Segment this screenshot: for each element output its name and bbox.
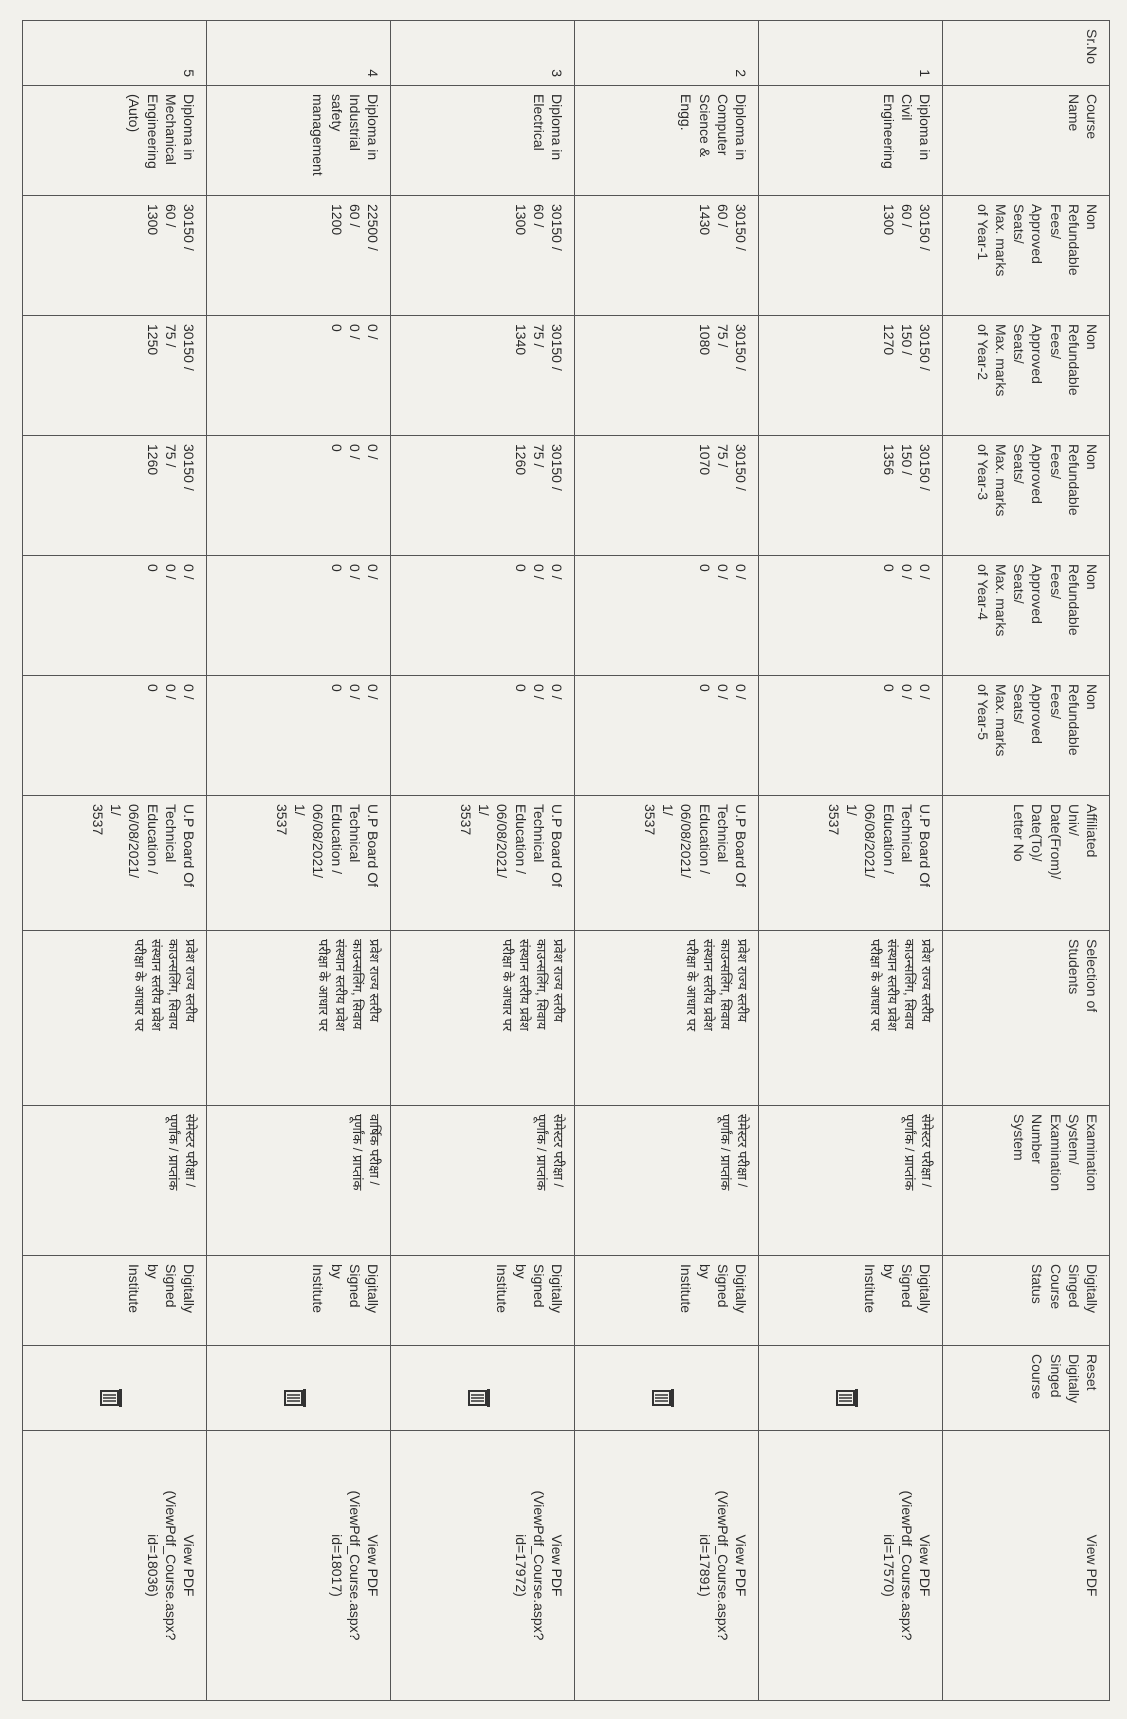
examination-cell: सेमेस्टर परीक्षा / पूर्णांक / प्राप्तांक — [391, 1106, 575, 1256]
selection-cell: प्रवेश राज्य स्तरीय काउन्सलिंग, सिवाय संस्थान स्तरीय प्रवेश परीक्षा के आधार पर — [575, 931, 759, 1106]
year-1-cell: 30150 / 60 / 1300 — [759, 196, 943, 316]
view-pdf-link[interactable]: View PDF (ViewPdf_Course.aspx? id=18036) — [23, 1431, 207, 1701]
header-row — [943, 21, 1110, 1701]
header-year-3: Non Refundable Fees/ Approved Seats/ Max. marks of Year-3 — [943, 436, 1110, 556]
view-pdf-link[interactable]: View PDF (ViewPdf_Course.aspx? id=17972) — [391, 1431, 575, 1701]
signed-status-cell: Digitally Signed by Institute — [759, 1256, 943, 1346]
reset-cell — [759, 1346, 943, 1431]
rotated-table-wrapper — [22, 20, 1110, 1700]
selection-cell: प्रवेश राज्य स्तरीय काउन्सलिंग, सिवाय संस्थान स्तरीय प्रवेश परीक्षा के आधार पर — [207, 931, 391, 1106]
year-4-cell: 0 / 0 / 0 — [391, 556, 575, 676]
course-name-cell: Diploma in Computer Science & Engg. — [575, 86, 759, 196]
sr-no-cell: 1 — [759, 21, 943, 86]
signed-status-cell: Digitally Signed by Institute — [23, 1256, 207, 1346]
year-2-cell: 30150 / 75 / 1340 — [391, 316, 575, 436]
header-selection: Selection of Students — [943, 931, 1110, 1106]
sr-no-cell: 3 — [391, 21, 575, 86]
trash-icon[interactable] — [118, 1388, 142, 1408]
table-row — [759, 21, 943, 1701]
year-5-cell: 0 / 0 / 0 — [391, 676, 575, 796]
year-3-cell: 30150 / 75 / 1260 — [23, 436, 207, 556]
table-row — [23, 21, 207, 1701]
year-1-cell: 22500 / 60 / 1200 — [207, 196, 391, 316]
affiliated-cell: U.P Board Of Technical Education / 06/08/2021/ 1/ 3537 — [207, 796, 391, 931]
course-name-cell: Diploma in Electrical — [391, 86, 575, 196]
sr-no-cell: 4 — [207, 21, 391, 86]
selection-cell: प्रवेश राज्य स्तरीय काउन्सलिंग, सिवाय संस्थान स्तरीय प्रवेश परीक्षा के आधार पर — [759, 931, 943, 1106]
signed-status-cell: Digitally Signed by Institute — [207, 1256, 391, 1346]
course-name-cell: Diploma in Civil Engineering — [759, 86, 943, 196]
examination-cell: सेमेस्टर परीक्षा / पूर्णांक / प्राप्तांक — [575, 1106, 759, 1256]
year-4-cell: 0 / 0 / 0 — [207, 556, 391, 676]
view-pdf-link[interactable]: View PDF (ViewPdf_Course.aspx? id=17570) — [759, 1431, 943, 1701]
year-3-cell: 30150 / 150 / 1356 — [759, 436, 943, 556]
course-table — [22, 20, 1110, 1701]
year-4-cell: 0 / 0 / 0 — [575, 556, 759, 676]
year-1-cell: 30150 / 60 / 1430 — [575, 196, 759, 316]
header-examination: Examination System/ Examination Number System — [943, 1106, 1110, 1256]
course-name-cell: Diploma in Mechanical Engineering (Auto) — [23, 86, 207, 196]
year-5-cell: 0 / 0 / 0 — [759, 676, 943, 796]
header-view-pdf: View PDF — [943, 1431, 1110, 1701]
header-course-name: Course Name — [943, 86, 1110, 196]
year-3-cell: 30150 / 75 / 1070 — [575, 436, 759, 556]
examination-cell: सेमेस्टर परीक्षा / पूर्णांक / प्राप्तांक — [23, 1106, 207, 1256]
view-pdf-link[interactable]: View PDF (ViewPdf_Course.aspx? id=18017) — [207, 1431, 391, 1701]
course-name-cell: Diploma in Industrial safety management — [207, 86, 391, 196]
year-5-cell: 0 / 0 / 0 — [23, 676, 207, 796]
year-5-cell: 0 / 0 / 0 — [575, 676, 759, 796]
selection-cell: प्रवेश राज्य स्तरीय काउन्सलिंग, सिवाय संस्थान स्तरीय प्रवेश परीक्षा के आधार पर — [23, 931, 207, 1106]
trash-icon[interactable] — [302, 1388, 326, 1408]
header-year-5: Non Refundable Fees/ Approved Seats/ Max. marks of Year-5 — [943, 676, 1110, 796]
year-3-cell: 30150 / 75 / 1260 — [391, 436, 575, 556]
year-2-cell: 30150 / 75 / 1250 — [23, 316, 207, 436]
year-1-cell: 30150 / 60 / 1300 — [23, 196, 207, 316]
table-row — [391, 21, 575, 1701]
header-signed-status: Digitally Singed Course Status — [943, 1256, 1110, 1346]
examination-cell: वार्षिक परीक्षा / पूर्णांक / प्राप्तांक — [207, 1106, 391, 1256]
table-row — [207, 21, 391, 1701]
header-affiliated: Affiliated Univ/ Date(From)/ Date(To)/ Letter No — [943, 796, 1110, 931]
year-4-cell: 0 / 0 / 0 — [759, 556, 943, 676]
year-2-cell: 0 / 0 / 0 — [207, 316, 391, 436]
reset-cell — [575, 1346, 759, 1431]
sr-no-cell: 5 — [23, 21, 207, 86]
header-year-2: Non Refundable Fees/ Approved Seats/ Max. marks of Year-2 — [943, 316, 1110, 436]
year-2-cell: 30150 / 75 / 1080 — [575, 316, 759, 436]
table-row — [575, 21, 759, 1701]
header-sr-no: Sr.No — [943, 21, 1110, 86]
year-2-cell: 30150 / 150 / 1270 — [759, 316, 943, 436]
reset-cell — [23, 1346, 207, 1431]
examination-cell: सेमेस्टर परीक्षा / पूर्णांक / प्राप्तांक — [759, 1106, 943, 1256]
year-5-cell: 0 / 0 / 0 — [207, 676, 391, 796]
header-year-1: Non Refundable Fees/ Approved Seats/ Max. marks of Year-1 — [943, 196, 1110, 316]
selection-cell: प्रवेश राज्य स्तरीय काउन्सलिंग, सिवाय संस्थान स्तरीय प्रवेश परीक्षा के आधार पर — [391, 931, 575, 1106]
affiliated-cell: U.P Board Of Technical Education / 06/08/2021/ 1/ 3537 — [23, 796, 207, 931]
affiliated-cell: U.P Board Of Technical Education / 06/08/2021/ 1/ 3537 — [575, 796, 759, 931]
year-1-cell: 30150 / 60 / 1300 — [391, 196, 575, 316]
year-4-cell: 0 / 0 / 0 — [23, 556, 207, 676]
year-3-cell: 0 / 0 / 0 — [207, 436, 391, 556]
affiliated-cell: U.P Board Of Technical Education / 06/08/2021/ 1/ 3537 — [759, 796, 943, 931]
trash-icon[interactable] — [854, 1388, 878, 1408]
trash-icon[interactable] — [486, 1388, 510, 1408]
header-year-4: Non Refundable Fees/ Approved Seats/ Max. marks of Year-4 — [943, 556, 1110, 676]
reset-cell — [391, 1346, 575, 1431]
affiliated-cell: U.P Board Of Technical Education / 06/08/2021/ 1/ 3537 — [391, 796, 575, 931]
sr-no-cell: 2 — [575, 21, 759, 86]
reset-cell — [207, 1346, 391, 1431]
header-reset: Reset Digitally Singed Course — [943, 1346, 1110, 1431]
signed-status-cell: Digitally Signed by Institute — [391, 1256, 575, 1346]
signed-status-cell: Digitally Signed by Institute — [575, 1256, 759, 1346]
trash-icon[interactable] — [670, 1388, 694, 1408]
view-pdf-link[interactable]: View PDF (ViewPdf_Course.aspx? id=17891) — [575, 1431, 759, 1701]
